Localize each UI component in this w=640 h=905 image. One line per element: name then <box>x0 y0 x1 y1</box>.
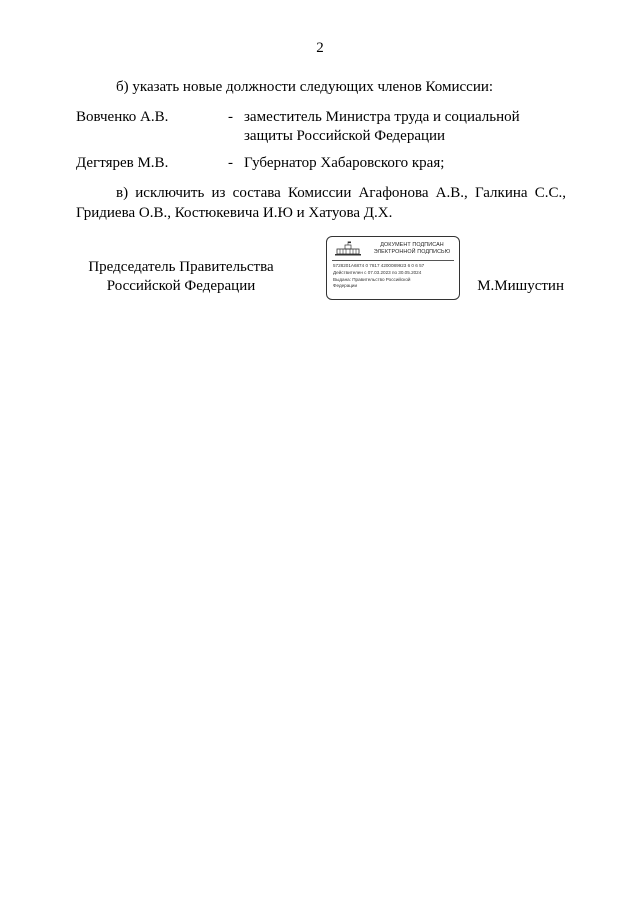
member-position-line: заместитель Министра труда и социальной <box>244 109 520 125</box>
page-number: 2 <box>316 40 324 56</box>
paragraph-v-line: в) исключить из состава Комиссии Агафонова А.В., Галкина С.С., <box>116 185 566 201</box>
electronic-signature-stamp <box>326 236 460 300</box>
signer-title-line: Председатель Правительства <box>88 259 274 275</box>
member-dash: - <box>228 155 233 171</box>
member-row <box>76 108 576 148</box>
member-position <box>244 108 544 146</box>
member-dash: - <box>228 109 233 125</box>
signer-title <box>76 258 286 296</box>
signer-title-line: Российской Федерации <box>106 278 256 294</box>
stamp-issuer: Федерации <box>333 283 358 288</box>
stamp-issuer: Выдана: Правительство Российской <box>333 277 411 282</box>
member-name: Вовченко А.В. <box>76 109 169 125</box>
paragraph-v <box>76 183 566 223</box>
stamp-heading <box>367 242 457 256</box>
member-position-line: защиты Российской Федерации <box>244 128 446 144</box>
paragraph-b: б) указать новые должности следующих членов Комиссии: <box>116 79 494 95</box>
signer-name: М.Мишустин <box>477 278 564 294</box>
paragraph-v-line: Гридиева О.В., Костюкевича И.Ю и Хатуова Д.Х. <box>76 205 393 221</box>
member-name: Дегтярев М.В. <box>76 155 169 171</box>
stamp-validity: Действителен с 07.03.2023 по 30.05.2024 <box>333 270 422 275</box>
stamp-divider <box>332 260 454 261</box>
stamp-heading-line: ЭЛЕКТРОННОЙ ПОДПИСЬЮ <box>373 249 451 255</box>
member-row <box>76 154 576 174</box>
stamp-certificate: 5728201A6874 0 7817 4200089923 6 0 6 57 <box>333 263 425 268</box>
government-building-icon <box>333 241 363 257</box>
stamp-heading-line: ДОКУМЕНТ ПОДПИСАН <box>380 242 444 248</box>
member-position: Губернатор Хабаровского края; <box>244 155 445 171</box>
